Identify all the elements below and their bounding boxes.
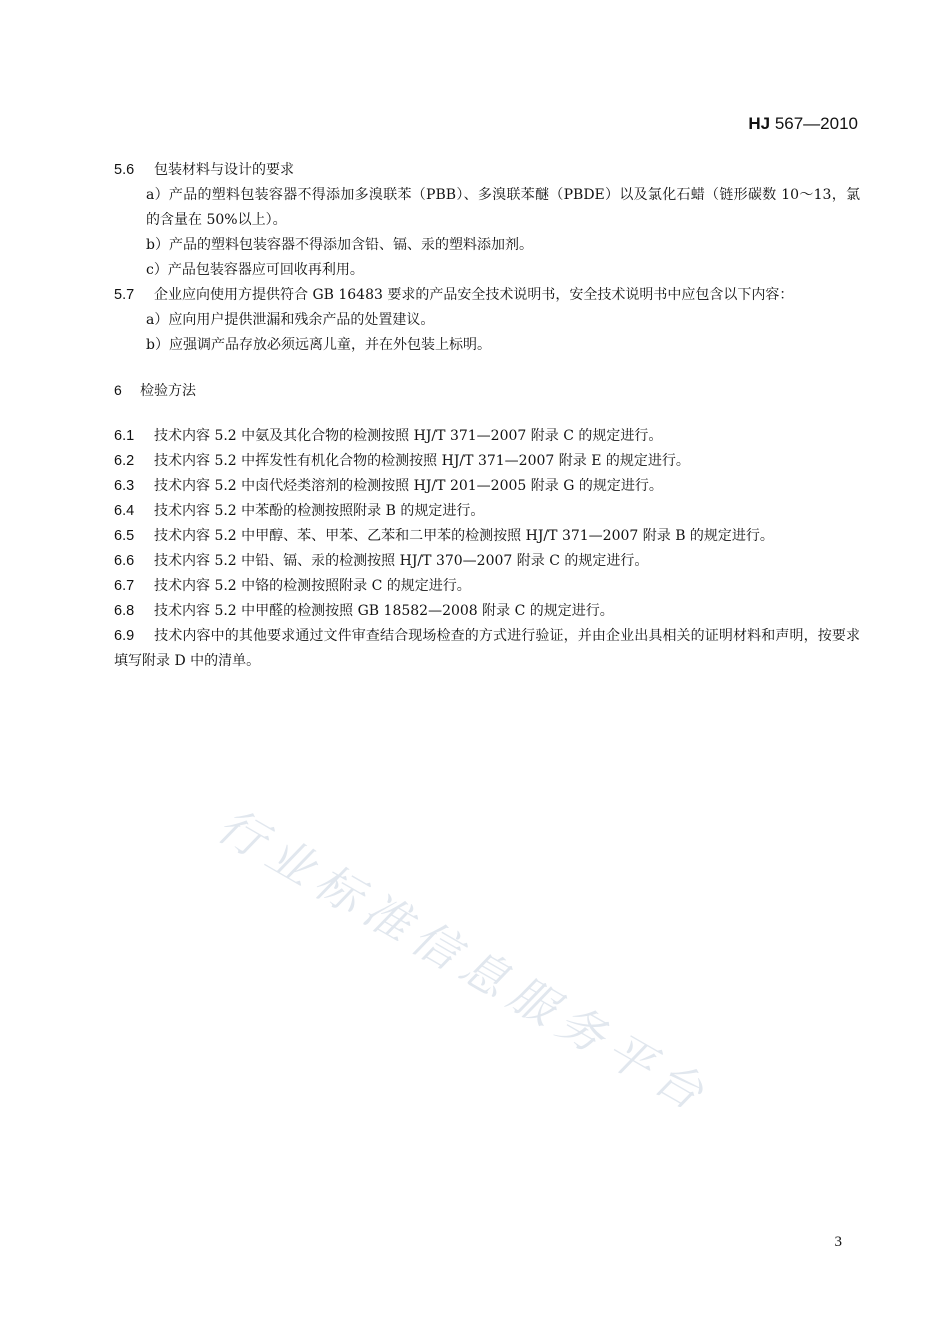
- watermark: 行业标准信息服务平台: [208, 797, 721, 1125]
- clause-6-8: [114, 599, 860, 624]
- clause-text: 技术内容 5.2 中铬的检测按照附录 C 的规定进行。: [154, 578, 471, 594]
- standard-code: [748, 114, 858, 134]
- clause-number: 6.4: [114, 503, 135, 519]
- section-number: 6: [114, 382, 122, 398]
- clause-number: 5.6: [114, 162, 135, 178]
- clause-number: 6.9: [114, 628, 135, 644]
- clause-number: 6.7: [114, 578, 135, 594]
- clause-text: 技术内容 5.2 中铅、镉、汞的检测按照 HJ/T 370—2007 附录 C 的规定进行。: [154, 553, 649, 569]
- clause-6-1: [114, 424, 860, 449]
- list-item: a）应向用户提供泄漏和残余产品的处置建议。: [146, 312, 435, 328]
- list-item: b）应强调产品存放必须远离儿童，并在外包装上标明。: [146, 337, 491, 353]
- section-heading: [114, 378, 860, 404]
- list-item: a）产品的塑料包装容器不得添加多溴联苯（PBB）、多溴联苯醚（PBDE）以及氯化石蜡（链形碳数 10～13，氯的含量在 50%以上）。: [146, 187, 860, 228]
- clause-6-4: [114, 499, 860, 524]
- page-number: 3: [834, 1234, 842, 1250]
- clause-text: 包装材料与设计的要求: [154, 162, 294, 178]
- clause-text: 技术内容 5.2 中卤代烃类溶剂的检测按照 HJ/T 201—2005 附录 G 的规定进行。: [154, 478, 663, 494]
- clause-6-7: [114, 574, 860, 599]
- clause-text: 技术内容 5.2 中甲醇、苯、甲苯、乙苯和二甲苯的检测按照 HJ/T 371—2007 附录 B 的规定进行。: [154, 528, 774, 544]
- clause-number: 6.1: [114, 428, 135, 444]
- clause-text: 技术内容 5.2 中苯酚的检测按照附录 B 的规定进行。: [154, 503, 485, 519]
- standard-prefix: HJ: [748, 114, 771, 133]
- clause-text: 技术内容 5.2 中甲醛的检测按照 GB 18582—2008 附录 C 的规定进行。: [154, 603, 614, 619]
- clause-number: 6.6: [114, 553, 135, 569]
- clause-6-2: [114, 449, 860, 474]
- clause-text: 技术内容 5.2 中挥发性有机化合物的检测按照 HJ/T 371—2007 附录 E 的规定进行。: [154, 453, 690, 469]
- clause-number: 6.3: [114, 478, 135, 494]
- clause-6-5: [114, 524, 860, 549]
- clause-number: 5.7: [114, 287, 135, 303]
- document-body: [114, 158, 860, 674]
- clause-text: 技术内容 5.2 中氨及其化合物的检测按照 HJ/T 371—2007 附录 C 的规定进行。: [154, 428, 663, 444]
- clause-6-9: [114, 624, 860, 674]
- clause-number: 6.8: [114, 603, 135, 619]
- clause-number: 6.5: [114, 528, 135, 544]
- list-item: c）产品包装容器应可回收再利用。: [146, 262, 364, 278]
- clause-5-6: [114, 158, 860, 183]
- section-title: 检验方法: [140, 383, 196, 399]
- standard-number: 567—2010: [774, 114, 858, 133]
- clause-number: 6.2: [114, 453, 135, 469]
- clause-text: 企业应向使用方提供符合 GB 16483 要求的产品安全技术说明书，安全技术说明书中应包含以下内容：: [154, 287, 794, 303]
- clause-text: 技术内容中的其他要求通过文件审查结合现场检查的方式进行验证，并由企业出具相关的证明材料和声明，按要求填写附录 D 中的清单。: [114, 628, 860, 669]
- clause-5-7: [114, 283, 860, 308]
- list-item: b）产品的塑料包装容器不得添加含铅、镉、汞的塑料添加剂。: [146, 237, 533, 253]
- clause-6-6: [114, 549, 860, 574]
- clause-6-3: [114, 474, 860, 499]
